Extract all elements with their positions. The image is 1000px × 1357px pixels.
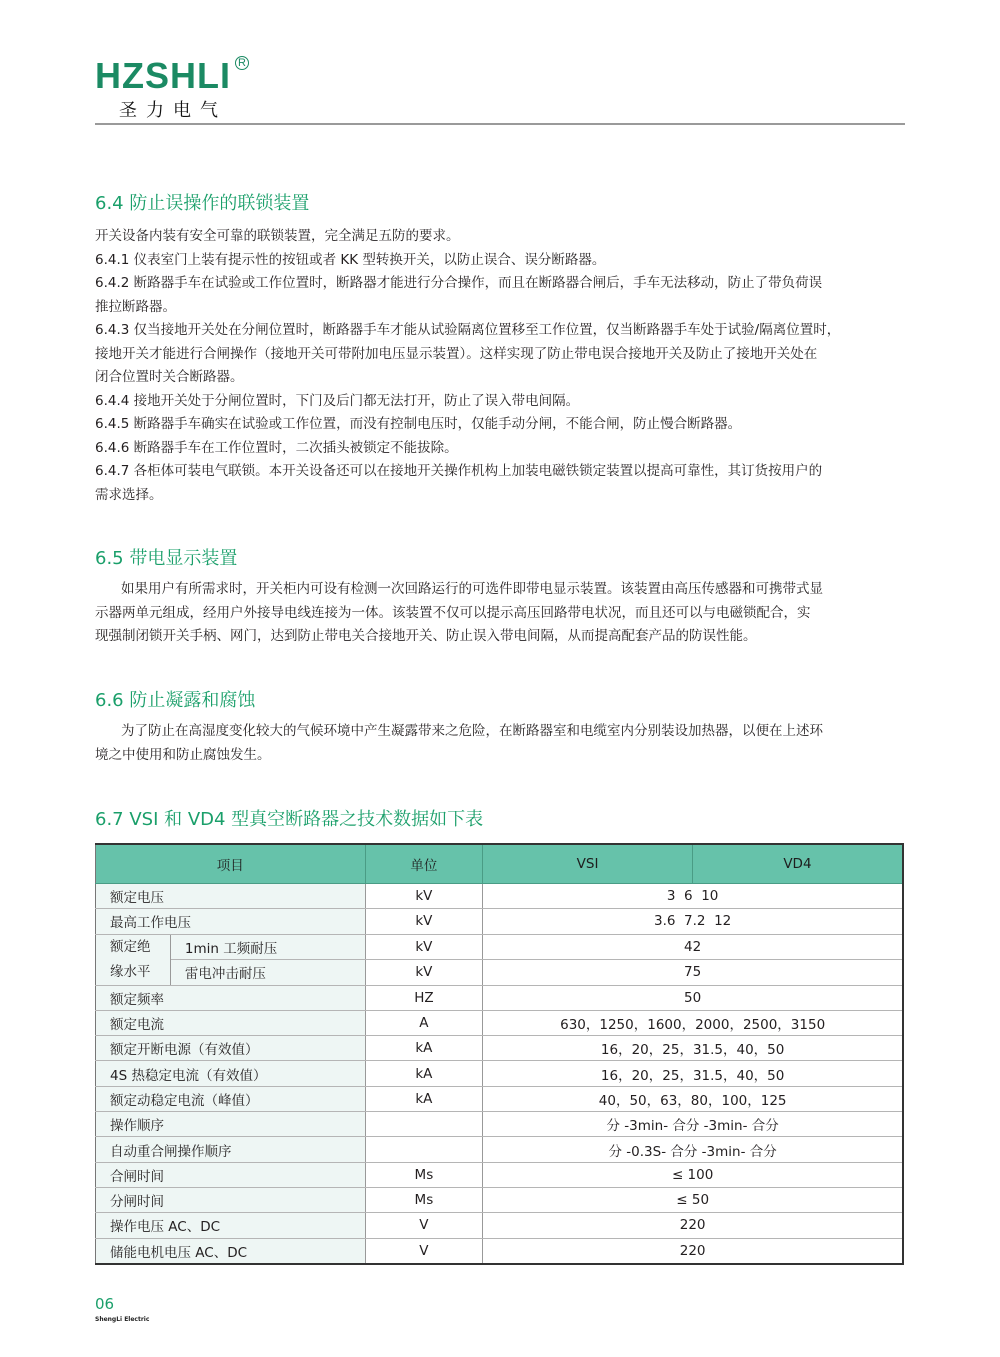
table-row bbox=[96, 1112, 904, 1137]
section-6-4-title: 6.4 防止误操作的联锁装置 bbox=[95, 193, 310, 214]
table-row bbox=[96, 1238, 904, 1264]
row-value: 50 bbox=[483, 985, 903, 1010]
header-vd4: VD4 bbox=[692, 844, 903, 884]
row-unit: kV bbox=[365, 960, 483, 986]
row-value: 42 bbox=[483, 934, 903, 960]
row-value: 分 -0.3S- 合分 -3min- 合分 bbox=[483, 1137, 903, 1162]
table-row bbox=[96, 1086, 904, 1111]
row-item: 分闸时间 bbox=[96, 1187, 366, 1212]
row-item: 自动重合闸操作顺序 bbox=[96, 1137, 366, 1162]
paragraph-line: 为了防止在高湿度变化较大的气候环境中产生凝露带来之危险，在断路器室和电缆室内分别装设加热器，以便在上述环 bbox=[121, 723, 823, 739]
row-value: 75 bbox=[483, 960, 903, 986]
row-value: 220 bbox=[483, 1238, 903, 1264]
section-6-4-body bbox=[95, 225, 907, 507]
row-unit: Ms bbox=[365, 1162, 483, 1187]
row-unit bbox=[365, 1137, 483, 1162]
table-row bbox=[96, 1036, 904, 1061]
logo-text: HZSHLI bbox=[95, 55, 231, 96]
row-item: 额定频率 bbox=[96, 985, 366, 1010]
table-row bbox=[96, 1187, 904, 1212]
table-row bbox=[96, 884, 904, 909]
row-value: 3 6 10 bbox=[483, 884, 903, 909]
header-divider bbox=[95, 123, 905, 125]
row-unit: kA bbox=[365, 1061, 483, 1086]
row-value: 630，1250，1600，2000，2500，3150 bbox=[483, 1010, 903, 1035]
registered-trademark-icon: R bbox=[235, 56, 249, 70]
paragraph-line: 6.4.5 断路器手车确实在试验或工作位置，而没有控制电压时，仅能手动分闸，不能合闸，防止慢合断路器。 bbox=[95, 416, 742, 432]
table-row bbox=[96, 1137, 904, 1162]
paragraph-line: 境之中使用和防止腐蚀发生。 bbox=[95, 746, 271, 763]
table-row bbox=[96, 960, 904, 986]
row-unit bbox=[365, 1112, 483, 1137]
paragraph-line: 接地开关才能进行合闸操作（接地开关可带附加电压显示装置）。这样实现了防止带电误合接地开关及防止了接地开关处在 bbox=[95, 345, 818, 362]
row-item: 4S 热稳定电流（有效值） bbox=[96, 1061, 366, 1086]
table-row bbox=[96, 909, 904, 934]
technical-data-table bbox=[95, 843, 904, 1265]
paragraph-line: 推拉断路器。 bbox=[95, 298, 176, 315]
row-unit: kA bbox=[365, 1086, 483, 1111]
table-header-row bbox=[96, 844, 904, 884]
row-unit: Ms bbox=[365, 1187, 483, 1212]
paragraph-line: 6.4.7 各柜体可装电气联锁。本开关设备还可以在接地开关操作机构上加装电磁铁锁定装置以提高可靠性，其订货按用户的 bbox=[95, 463, 823, 479]
section-6-5-body bbox=[95, 578, 907, 649]
section-6-7-title: 6.7 VSI 和 VD4 型真空断路器之技术数据如下表 bbox=[95, 809, 484, 830]
row-unit: V bbox=[365, 1238, 483, 1264]
table-row bbox=[96, 985, 904, 1010]
group-label-line: 缘水平 bbox=[110, 963, 151, 980]
row-unit: kV bbox=[365, 884, 483, 909]
row-unit: A bbox=[365, 1010, 483, 1035]
row-item: 合闸时间 bbox=[96, 1162, 366, 1187]
paragraph-line: 开关设备内装有安全可靠的联锁装置，完全满足五防的要求。 bbox=[95, 228, 460, 244]
table-row bbox=[96, 1162, 904, 1187]
row-item: 最高工作电压 bbox=[96, 909, 366, 934]
paragraph-line: 如果用户有所需求时，开关柜内可设有检测一次回路运行的可选件即带电显示装置。该装置由高压传感器和可携带式显 bbox=[121, 581, 823, 597]
paragraph-line: 6.4.2 断路器手车在试验或工作位置时，断路器才能进行分合操作，而且在断路器合闸后，手车无法移动，防止了带负荷误 bbox=[95, 275, 823, 291]
row-group-label bbox=[96, 934, 171, 985]
row-value: 40，50，63，80，100，125 bbox=[483, 1086, 903, 1111]
row-unit: kV bbox=[365, 909, 483, 934]
row-value: 分 -3min- 合分 -3min- 合分 bbox=[483, 1112, 903, 1137]
row-unit: HZ bbox=[365, 985, 483, 1010]
header-vsi: VSI bbox=[483, 844, 693, 884]
paragraph-line: 需求选择。 bbox=[95, 486, 163, 503]
paragraph-line: 6.4.1 仪表室门上装有提示性的按钮或者 KK 型转换开关，以防止误合、误分断路器。 bbox=[95, 251, 606, 268]
section-6-6-title: 6.6 防止凝露和腐蚀 bbox=[95, 690, 256, 711]
group-label-line: 额定绝 bbox=[110, 938, 151, 955]
row-unit: V bbox=[365, 1213, 483, 1238]
table-row bbox=[96, 1061, 904, 1086]
paragraph-line: 6.4.3 仅当接地开关处在分闸位置时，断路器手车才能从试验隔离位置移至工作位置，仅当断路器手车处于试验/隔离位置时， bbox=[95, 322, 841, 338]
row-item: 1min 工频耐压 bbox=[170, 934, 365, 960]
row-item: 操作顺序 bbox=[96, 1112, 366, 1137]
row-item: 额定开断电源（有效值） bbox=[96, 1036, 366, 1061]
footer-brand: ShengLi Electric bbox=[95, 1316, 150, 1323]
header-item: 项目 bbox=[96, 844, 366, 884]
row-item: 额定电压 bbox=[96, 884, 366, 909]
paragraph-line: 现强制闭锁开关手柄、网门，达到防止带电关合接地开关、防止误入带电间隔，从而提高配套产品的防误性能。 bbox=[95, 628, 757, 644]
row-item: 雷电冲击耐压 bbox=[170, 960, 365, 986]
row-item: 操作电压 AC、DC bbox=[96, 1213, 366, 1238]
row-item: 额定动稳定电流（峰值） bbox=[96, 1086, 366, 1111]
paragraph-line: 6.4.6 断路器手车在工作位置时，二次插头被锁定不能拔除。 bbox=[95, 439, 458, 456]
table-row bbox=[96, 1213, 904, 1238]
row-item: 额定电流 bbox=[96, 1010, 366, 1035]
section-6-6-body bbox=[95, 720, 907, 767]
row-value: 220 bbox=[483, 1213, 903, 1238]
row-value: 3.6 7.2 12 bbox=[483, 909, 903, 934]
row-unit: kV bbox=[365, 934, 483, 960]
table-row bbox=[96, 934, 904, 960]
paragraph-line: 闭合位置时关合断路器。 bbox=[95, 369, 244, 385]
header-unit: 单位 bbox=[365, 844, 483, 884]
logo-chinese-name: 圣力电气 bbox=[119, 100, 227, 121]
row-value: ≤ 100 bbox=[483, 1162, 903, 1187]
table-row bbox=[96, 1010, 904, 1035]
paragraph-line: 示器两单元组成，经用户外接导电线连接为一体。该装置不仅可以提示高压回路带电状况，而且还可以与电磁锁配合，实 bbox=[95, 604, 811, 621]
row-value: 16，20，25，31.5，40，50 bbox=[483, 1036, 903, 1061]
row-value: 16，20，25，31.5，40，50 bbox=[483, 1061, 903, 1086]
page-number: 06 bbox=[95, 1295, 115, 1313]
company-logo bbox=[95, 55, 246, 121]
row-item: 储能电机电压 AC、DC bbox=[96, 1238, 366, 1264]
paragraph-line: 6.4.4 接地开关处于分闸位置时，下门及后门都无法打开，防止了误入带电间隔。 bbox=[95, 392, 580, 409]
row-value: ≤ 50 bbox=[483, 1187, 903, 1212]
row-unit: kA bbox=[365, 1036, 483, 1061]
section-6-5-title: 6.5 带电显示装置 bbox=[95, 548, 238, 569]
